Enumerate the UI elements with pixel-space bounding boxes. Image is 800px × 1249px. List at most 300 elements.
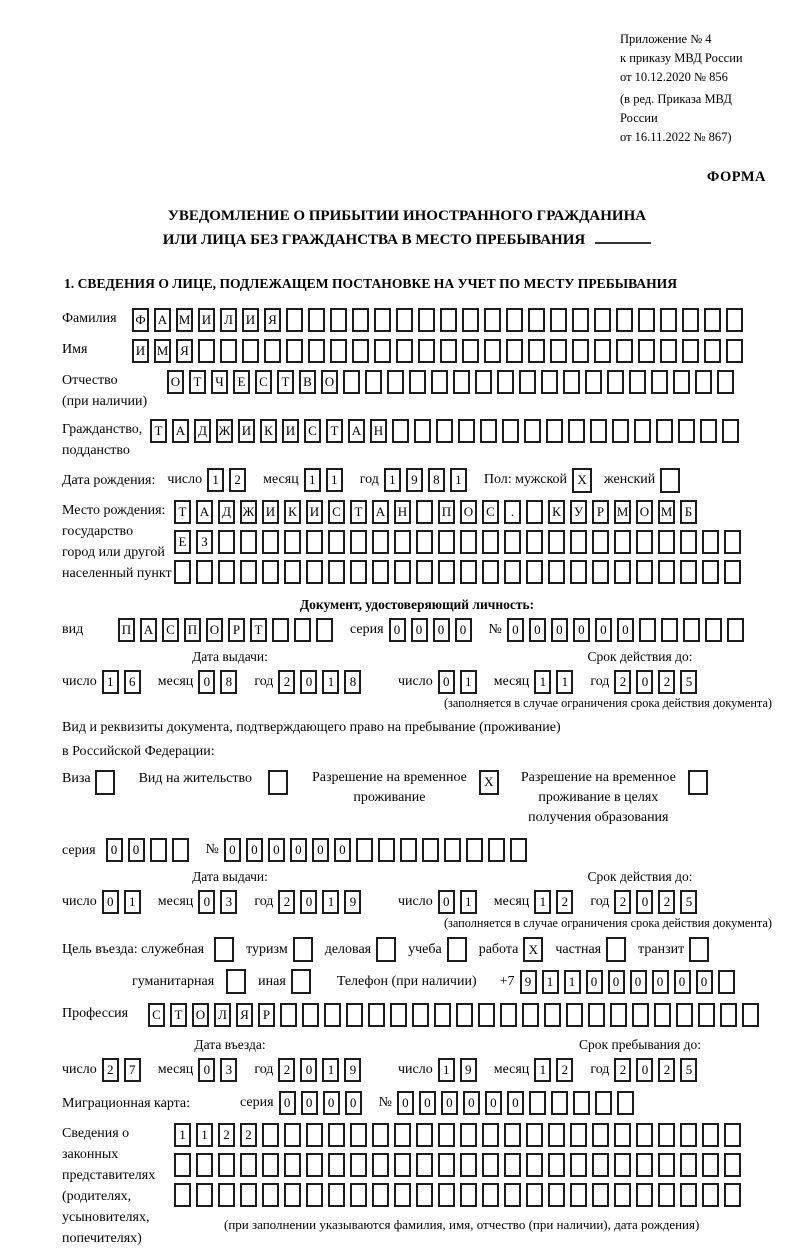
patronymic-cell[interactable] [453,370,470,394]
surname-cell[interactable]: И [242,308,259,332]
entry-year-cell[interactable]: 0 [300,1058,317,1082]
legal-reps-cell[interactable] [724,1183,741,1207]
permit-valid-year-cell[interactable]: 2 [658,890,675,914]
stay-year-cell[interactable]: 5 [680,1058,697,1082]
surname-cell[interactable]: И [198,308,215,332]
legal-reps-cell[interactable] [702,1153,719,1177]
name-cell[interactable] [396,339,413,363]
name-cell[interactable] [682,339,699,363]
profession-cell[interactable] [632,1003,649,1027]
legal-reps-cell[interactable] [306,1153,323,1177]
legal-reps-cell[interactable] [372,1153,389,1177]
permit-issue-month-cell[interactable]: 3 [220,890,237,914]
doc-valid-year-cell[interactable]: 2 [614,670,631,694]
birthplace-cell[interactable] [438,530,455,554]
legal-reps-cell[interactable] [240,1153,257,1177]
birthplace-cell[interactable] [262,560,279,584]
stay-year-cell[interactable]: 0 [636,1058,653,1082]
name-cell[interactable] [572,339,589,363]
birthplace-cell[interactable] [592,530,609,554]
permit-valid-month-cell[interactable]: 2 [556,890,573,914]
temp-residence-checkbox-cell[interactable]: X [479,770,499,795]
legal-reps-cell[interactable] [350,1153,367,1177]
birthplace-cell[interactable]: . [504,500,521,524]
legal-reps-cell[interactable] [438,1183,455,1207]
birthplace-cell[interactable] [438,560,455,584]
profession-cell[interactable] [324,1003,341,1027]
legal-reps-cell[interactable] [592,1123,609,1147]
birthplace-cell[interactable]: И [306,500,323,524]
name-cell[interactable] [506,339,523,363]
doc-number-cell[interactable]: 0 [595,618,612,642]
legal-reps-cell[interactable] [262,1123,279,1147]
surname-cell[interactable] [660,308,677,332]
surname-cell[interactable] [638,308,655,332]
legal-reps-cell[interactable]: 1 [174,1123,191,1147]
legal-reps-cell[interactable] [724,1153,741,1177]
permit-issue-day-cell[interactable]: 0 [102,890,119,914]
profession-cell[interactable] [522,1003,539,1027]
birthplace-cell[interactable]: М [658,500,675,524]
birthplace-cell[interactable] [416,560,433,584]
birthplace-cell[interactable] [570,530,587,554]
permit-number-cell[interactable] [444,838,461,862]
legal-reps-cell[interactable] [570,1123,587,1147]
phone-cell[interactable]: 0 [586,970,603,994]
legal-reps-cell[interactable] [658,1183,675,1207]
name-cell[interactable] [550,339,567,363]
birthplace-cell[interactable]: Р [592,500,609,524]
profession-cell[interactable] [456,1003,473,1027]
patronymic-cell[interactable] [365,370,382,394]
surname-cell[interactable] [352,308,369,332]
patronymic-cell[interactable]: Ч [211,370,228,394]
entry-year-cell[interactable]: 1 [322,1058,339,1082]
birthplace-cell[interactable] [240,560,257,584]
birthplace-cell[interactable] [526,560,543,584]
birthplace-cell[interactable] [284,560,301,584]
birth-day-cell[interactable]: 1 [207,468,224,492]
patronymic-cell[interactable]: Т [189,370,206,394]
citizenship-cell[interactable] [392,419,409,443]
birthplace-cell[interactable] [614,560,631,584]
legal-reps-cell[interactable] [460,1123,477,1147]
birthplace-cell[interactable] [548,530,565,554]
entry-year-cell[interactable]: 2 [278,1058,295,1082]
birthplace-cell[interactable] [724,560,741,584]
patronymic-cell[interactable] [431,370,448,394]
legal-reps-cell[interactable] [328,1153,345,1177]
doc-valid-year-cell[interactable]: 0 [636,670,653,694]
legal-reps-cell[interactable] [394,1123,411,1147]
legal-reps-cell[interactable] [504,1123,521,1147]
patronymic-cell[interactable]: О [321,370,338,394]
legal-reps-cell[interactable] [658,1123,675,1147]
permit-number-cell[interactable] [510,838,527,862]
birthplace-cell[interactable] [174,560,191,584]
patronymic-cell[interactable] [607,370,624,394]
surname-cell[interactable]: А [154,308,171,332]
birthplace-cell[interactable] [284,530,301,554]
doc-kind-cell[interactable]: А [140,618,157,642]
citizenship-cell[interactable]: А [172,419,189,443]
birthplace-cell[interactable]: Е [174,530,191,554]
patronymic-cell[interactable]: Е [233,370,250,394]
legal-reps-cell[interactable] [350,1183,367,1207]
name-cell[interactable] [462,339,479,363]
birthplace-cell[interactable]: Ж [240,500,257,524]
female-checkbox-cell[interactable] [660,468,680,493]
stay-month-cell[interactable]: 2 [556,1058,573,1082]
birthplace-cell[interactable] [680,530,697,554]
citizenship-cell[interactable]: Ж [216,419,233,443]
name-cell[interactable] [484,339,501,363]
legal-reps-cell[interactable] [592,1153,609,1177]
doc-issue-year-cell[interactable]: 2 [278,670,295,694]
name-cell[interactable] [528,339,545,363]
legal-reps-cell[interactable] [570,1153,587,1177]
birthplace-cell[interactable] [460,530,477,554]
name-cell[interactable] [330,339,347,363]
permit-number-cell[interactable]: 0 [268,838,285,862]
surname-cell[interactable] [528,308,545,332]
name-cell[interactable] [374,339,391,363]
permit-number-cell[interactable] [488,838,505,862]
birthplace-cell[interactable] [350,530,367,554]
male-checkbox-cell[interactable]: X [572,468,592,493]
name-cell[interactable] [286,339,303,363]
birth-day-cell[interactable]: 2 [229,468,246,492]
legal-reps-cell[interactable] [658,1153,675,1177]
doc-issue-month-cell[interactable]: 0 [198,670,215,694]
citizenship-cell[interactable] [502,419,519,443]
doc-valid-month-cell[interactable]: 1 [556,670,573,694]
doc-number-cell[interactable]: 0 [507,618,524,642]
legal-reps-cell[interactable] [438,1153,455,1177]
legal-reps-cell[interactable] [394,1183,411,1207]
legal-reps-cell[interactable] [460,1183,477,1207]
birthplace-cell[interactable] [350,560,367,584]
citizenship-cell[interactable] [678,419,695,443]
patronymic-cell[interactable] [629,370,646,394]
mig-number-cell[interactable] [595,1091,612,1115]
patronymic-cell[interactable] [563,370,580,394]
profession-cell[interactable]: Л [214,1003,231,1027]
doc-number-cell[interactable] [727,618,744,642]
stay-month-cell[interactable]: 1 [534,1058,551,1082]
patronymic-cell[interactable] [717,370,734,394]
entry-year-cell[interactable]: 9 [344,1058,361,1082]
legal-reps-cell[interactable] [482,1123,499,1147]
citizenship-cell[interactable]: С [304,419,321,443]
birthplace-cell[interactable] [328,560,345,584]
birth-month-cell[interactable]: 1 [304,468,321,492]
doc-number-cell[interactable]: 0 [551,618,568,642]
doc-kind-cell[interactable]: Р [228,618,245,642]
legal-reps-cell[interactable] [548,1153,565,1177]
surname-cell[interactable] [418,308,435,332]
legal-reps-cell[interactable] [196,1183,213,1207]
birthplace-cell[interactable] [394,560,411,584]
phone-cell[interactable]: 0 [630,970,647,994]
phone-cell[interactable]: 0 [674,970,691,994]
doc-valid-year-cell[interactable]: 5 [680,670,697,694]
name-cell[interactable] [308,339,325,363]
birthplace-cell[interactable] [218,560,235,584]
permit-series-cell[interactable] [150,838,167,862]
legal-reps-cell[interactable] [526,1153,543,1177]
patronymic-cell[interactable] [343,370,360,394]
profession-cell[interactable] [654,1003,671,1027]
doc-number-cell[interactable]: 0 [617,618,634,642]
permit-valid-month-cell[interactable]: 1 [534,890,551,914]
birthplace-cell[interactable]: Д [218,500,235,524]
citizenship-cell[interactable]: Д [194,419,211,443]
surname-cell[interactable] [396,308,413,332]
citizenship-cell[interactable] [568,419,585,443]
citizenship-cell[interactable] [546,419,563,443]
surname-cell[interactable]: Л [220,308,237,332]
name-cell[interactable]: И [132,339,149,363]
birthplace-cell[interactable] [702,530,719,554]
purpose-tourism-cell[interactable] [293,937,313,962]
permit-number-cell[interactable] [378,838,395,862]
patronymic-cell[interactable] [695,370,712,394]
profession-cell[interactable] [742,1003,759,1027]
legal-reps-cell[interactable] [482,1153,499,1177]
purpose-work-cell[interactable]: X [523,937,543,962]
phone-cell[interactable]: 0 [652,970,669,994]
surname-cell[interactable] [330,308,347,332]
name-cell[interactable]: Я [176,339,193,363]
profession-cell[interactable] [412,1003,429,1027]
birthplace-cell[interactable]: О [460,500,477,524]
doc-valid-month-cell[interactable]: 1 [534,670,551,694]
patronymic-cell[interactable] [409,370,426,394]
entry-day-cell[interactable]: 2 [102,1058,119,1082]
surname-cell[interactable]: Ф [132,308,149,332]
doc-kind-cell[interactable] [272,618,289,642]
birthplace-cell[interactable]: У [570,500,587,524]
permit-number-cell[interactable]: 0 [224,838,241,862]
birthplace-cell[interactable] [394,530,411,554]
surname-cell[interactable] [550,308,567,332]
profession-cell[interactable] [478,1003,495,1027]
doc-number-cell[interactable] [661,618,678,642]
doc-kind-cell[interactable] [294,618,311,642]
citizenship-cell[interactable] [700,419,717,443]
profession-cell[interactable]: С [148,1003,165,1027]
name-cell[interactable] [242,339,259,363]
name-cell[interactable] [616,339,633,363]
legal-reps-cell[interactable] [702,1123,719,1147]
doc-kind-cell[interactable] [316,618,333,642]
birthplace-cell[interactable]: З [196,530,213,554]
surname-cell[interactable] [682,308,699,332]
visa-checkbox-cell[interactable] [95,770,115,795]
name-cell[interactable] [198,339,215,363]
citizenship-cell[interactable] [634,419,651,443]
entry-day-cell[interactable]: 7 [124,1058,141,1082]
birthplace-cell[interactable] [328,530,345,554]
purpose-humanitarian-cell[interactable] [226,969,246,994]
legal-reps-cell[interactable] [394,1153,411,1177]
legal-reps-cell[interactable] [724,1123,741,1147]
legal-reps-cell[interactable] [614,1183,631,1207]
mig-series-cell[interactable]: 0 [301,1091,318,1115]
permit-valid-year-cell[interactable]: 2 [614,890,631,914]
birth-month-cell[interactable]: 1 [326,468,343,492]
patronymic-cell[interactable] [585,370,602,394]
legal-reps-cell[interactable] [350,1123,367,1147]
mig-number-cell[interactable] [551,1091,568,1115]
permit-number-cell[interactable] [422,838,439,862]
doc-series-cell[interactable]: 0 [455,618,472,642]
birthplace-cell[interactable] [240,530,257,554]
doc-series-cell[interactable]: 0 [433,618,450,642]
surname-cell[interactable] [286,308,303,332]
mig-number-cell[interactable]: 0 [397,1091,414,1115]
birthplace-cell[interactable]: С [482,500,499,524]
patronymic-cell[interactable] [387,370,404,394]
surname-cell[interactable] [704,308,721,332]
birthplace-cell[interactable] [482,560,499,584]
legal-reps-cell[interactable] [306,1183,323,1207]
legal-reps-cell[interactable] [416,1183,433,1207]
birth-year-cell[interactable]: 8 [428,468,445,492]
purpose-business-cell[interactable] [376,937,396,962]
profession-cell[interactable] [544,1003,561,1027]
phone-cell[interactable]: 9 [520,970,537,994]
profession-cell[interactable] [280,1003,297,1027]
legal-reps-cell[interactable] [680,1123,697,1147]
legal-reps-cell[interactable] [218,1153,235,1177]
legal-reps-cell[interactable] [284,1153,301,1177]
citizenship-cell[interactable]: А [348,419,365,443]
temp-residence-edu-checkbox-cell[interactable] [688,770,708,795]
birthplace-cell[interactable]: Б [680,500,697,524]
legal-reps-cell[interactable] [614,1153,631,1177]
patronymic-cell[interactable] [475,370,492,394]
name-cell[interactable] [726,339,743,363]
profession-cell[interactable] [676,1003,693,1027]
permit-issue-year-cell[interactable]: 0 [300,890,317,914]
stay-day-cell[interactable]: 1 [438,1058,455,1082]
legal-reps-cell[interactable] [680,1183,697,1207]
phone-cell[interactable]: 0 [608,970,625,994]
citizenship-cell[interactable] [722,419,739,443]
birthplace-cell[interactable]: А [196,500,213,524]
mig-series-cell[interactable]: 0 [279,1091,296,1115]
legal-reps-cell[interactable] [460,1153,477,1177]
birthplace-cell[interactable] [526,530,543,554]
mig-number-cell[interactable] [529,1091,546,1115]
birthplace-cell[interactable]: А [372,500,389,524]
name-cell[interactable] [594,339,611,363]
birthplace-cell[interactable]: Т [174,500,191,524]
citizenship-cell[interactable]: Т [150,419,167,443]
legal-reps-cell[interactable] [328,1123,345,1147]
stay-year-cell[interactable]: 2 [658,1058,675,1082]
permit-valid-year-cell[interactable]: 5 [680,890,697,914]
purpose-study-cell[interactable] [447,937,467,962]
profession-cell[interactable] [588,1003,605,1027]
surname-cell[interactable]: Я [264,308,281,332]
patronymic-cell[interactable]: Т [277,370,294,394]
legal-reps-cell[interactable] [372,1183,389,1207]
legal-reps-cell[interactable] [262,1183,279,1207]
doc-number-cell[interactable]: 0 [529,618,546,642]
birthplace-cell[interactable] [372,560,389,584]
citizenship-cell[interactable] [590,419,607,443]
legal-reps-cell[interactable] [570,1183,587,1207]
legal-reps-cell[interactable] [636,1183,653,1207]
doc-kind-cell[interactable]: С [162,618,179,642]
patronymic-cell[interactable]: В [299,370,316,394]
surname-cell[interactable] [506,308,523,332]
entry-month-cell[interactable]: 0 [198,1058,215,1082]
mig-number-cell[interactable]: 0 [441,1091,458,1115]
legal-reps-cell[interactable] [218,1183,235,1207]
citizenship-cell[interactable] [414,419,431,443]
permit-number-cell[interactable] [466,838,483,862]
permit-issue-month-cell[interactable]: 0 [198,890,215,914]
birthplace-cell[interactable]: К [548,500,565,524]
permit-number-cell[interactable]: 0 [312,838,329,862]
birthplace-cell[interactable] [570,560,587,584]
doc-valid-day-cell[interactable]: 0 [438,670,455,694]
legal-reps-cell[interactable] [636,1123,653,1147]
surname-cell[interactable] [484,308,501,332]
legal-reps-cell[interactable] [504,1183,521,1207]
doc-valid-day-cell[interactable]: 1 [460,670,477,694]
permit-valid-day-cell[interactable]: 1 [460,890,477,914]
purpose-transit-cell[interactable] [689,937,709,962]
doc-series-cell[interactable]: 0 [411,618,428,642]
citizenship-cell[interactable] [458,419,475,443]
citizenship-cell[interactable]: Т [326,419,343,443]
legal-reps-cell[interactable] [548,1183,565,1207]
patronymic-cell[interactable]: С [255,370,272,394]
birthplace-cell[interactable] [196,560,213,584]
doc-number-cell[interactable] [639,618,656,642]
mig-number-cell[interactable]: 0 [463,1091,480,1115]
profession-cell[interactable]: Я [236,1003,253,1027]
birthplace-cell[interactable] [372,530,389,554]
name-cell[interactable] [220,339,237,363]
name-cell[interactable] [440,339,457,363]
birthplace-cell[interactable] [482,530,499,554]
name-cell[interactable] [418,339,435,363]
permit-issue-year-cell[interactable]: 1 [322,890,339,914]
purpose-official-cell[interactable] [214,937,234,962]
profession-cell[interactable]: Р [258,1003,275,1027]
doc-issue-year-cell[interactable]: 8 [344,670,361,694]
citizenship-cell[interactable]: К [260,419,277,443]
phone-cell[interactable] [718,970,735,994]
profession-cell[interactable] [720,1003,737,1027]
mig-number-cell[interactable]: 0 [485,1091,502,1115]
legal-reps-cell[interactable] [614,1123,631,1147]
legal-reps-cell[interactable] [438,1123,455,1147]
birthplace-cell[interactable] [592,560,609,584]
citizenship-cell[interactable] [656,419,673,443]
purpose-private-cell[interactable] [606,937,626,962]
permit-number-cell[interactable]: 0 [246,838,263,862]
birthplace-cell[interactable]: П [438,500,455,524]
legal-reps-cell[interactable] [284,1183,301,1207]
birthplace-cell[interactable] [702,560,719,584]
